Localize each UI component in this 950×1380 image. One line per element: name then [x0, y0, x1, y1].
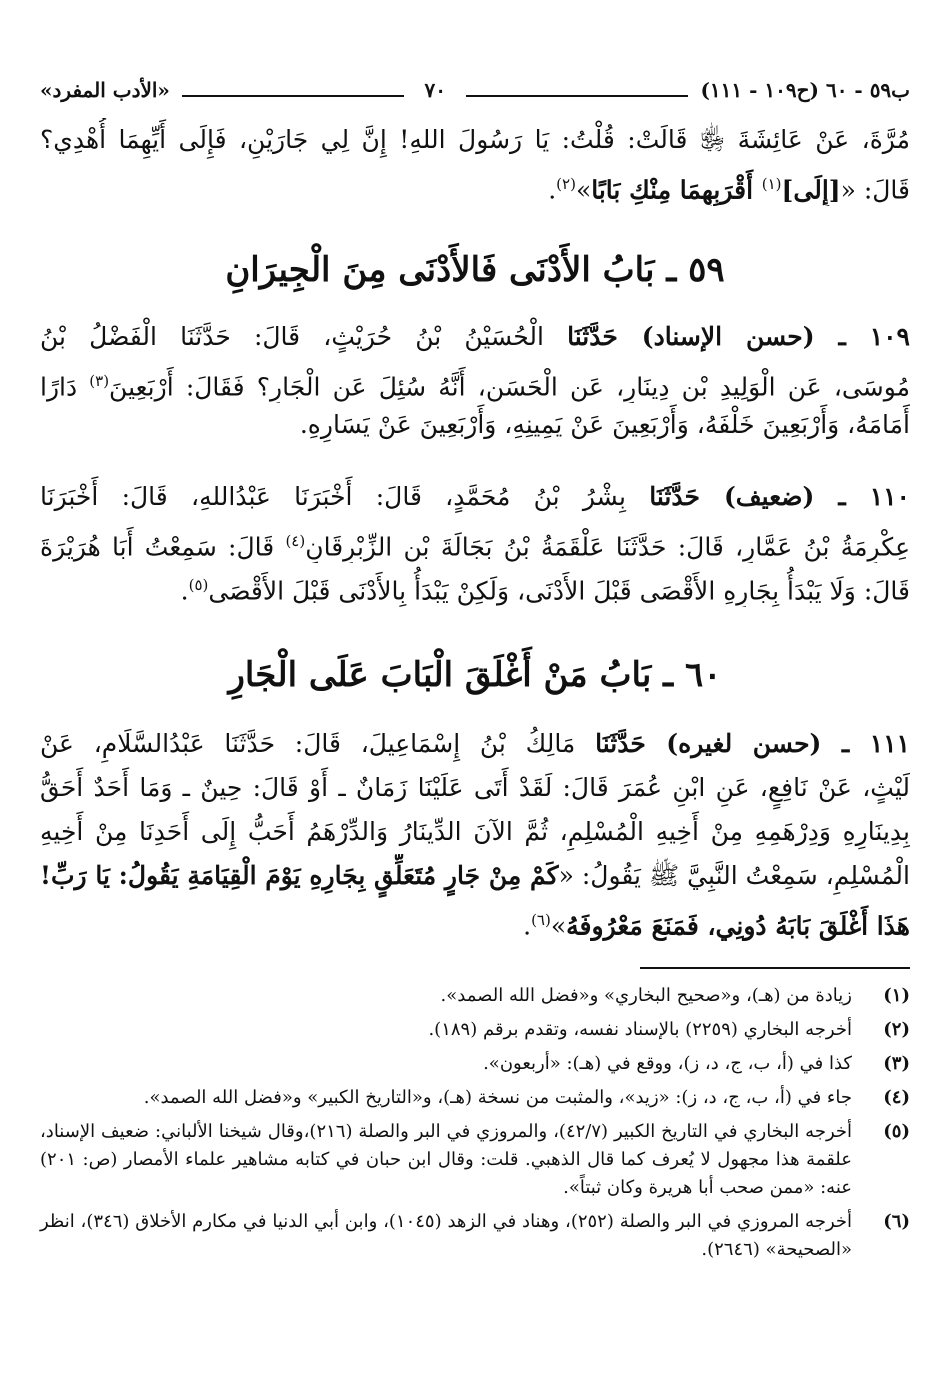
footnote-number: (٤)	[883, 1087, 910, 1108]
hadith-109-line-2: مُوسَى، عَنِ الْوَلِيدِ بْنِ دِينَارٍ، عَنِ الْحَسَنِ، أَنَّهُ سُئِلَ عَنِ الْجَارِ؟ فَقَالَ: أَرْبَعِينَ$^{(٣)}$ دَارًا	[40, 372, 910, 402]
footnote-separator	[640, 967, 910, 969]
chapter-60-heading: ٦٠ ـ بَابُ مَنْ أَغْلَقَ الْبَابَ عَلَى الْجَارِ	[228, 655, 722, 695]
hadith-111	[40, 722, 910, 942]
chapter-reference: ب٥٩ - ٦٠ (ح١٠٩ - ١١١)	[700, 78, 910, 102]
footnote-text: كذا في (أ، ب، ج، د، ز)، ووقع في (هـ): «أربعون».	[483, 1053, 852, 1074]
hadith-111-line-4: الْمُسْلِمِ، سَمِعْتُ النَّبِيَّ ﷺ يَقُولُ: «كَمْ مِنْ جَارٍ مُتَعَلِّقٍ بِجَارِهِ يَوْمَ الْقِيَامَةِ يَقُولُ: يَا رَبِّ!	[40, 861, 910, 890]
footnote-6	[40, 1208, 910, 1264]
book-title: «الأدب المفرد»	[40, 78, 170, 102]
footnote-text: أخرجه البخاري (٢٢٥٩) بالإسناد نفسه، وتقدم برقم (١٨٩).	[428, 1019, 852, 1040]
footnote-number: (١)	[883, 985, 910, 1006]
footnote-number: (٥)	[883, 1121, 910, 1142]
hadith-110	[40, 475, 910, 607]
prophetic-saying-111-part-2: هَذَا أَغْلَقَ بَابَهُ دُونِي، فَمَنَعَ مَعْرُوفَهُ	[566, 911, 910, 941]
header-rule-left	[182, 95, 405, 97]
footnote-1	[40, 982, 910, 1010]
footnote-ref-1: (١)	[761, 175, 782, 193]
footnote-number: (٣)	[883, 1053, 910, 1074]
footnote-4	[40, 1084, 910, 1112]
prophetic-saying-111-part-1: كَمْ مِنْ جَارٍ مُتَعَلِّقٍ بِجَارِهِ يَوْمَ الْقِيَامَةِ يَقُولُ: يَا رَبِّ!	[40, 861, 559, 890]
hadith-110-line-1: ١١٠ ـ (ضعيف) حَدَّثَنَا بِشْرُ بْنُ مُحَمَّدٍ، قَالَ: أَخْبَرَنَا عَبْدُاللهِ، قَالَ: أَخْبَرَنَا	[40, 482, 910, 511]
footnote-2	[40, 1016, 910, 1044]
intro-line-1: مُرَّةَ، عَنْ عَائِشَةَ ﵂ قَالَتْ: قُلْتُ: يَا رَسُولَ اللهِ! إِنَّ لِي جَارَيْنِ، فَإِلَى أَيِّهِمَا أُهْدِي؟	[40, 125, 910, 154]
page-number: ٧٠	[424, 78, 446, 102]
intro-line-2: قَالَ: «[إِلَى]$^{(١)}$ أَقْرَبِهِمَا مِنْكِ بَابًا»$^{(٢)}$.	[548, 175, 910, 205]
hadith-111-line-3: بِدِينَارِهِ وَدِرْهَمِهِ مِنْ أَخِيهِ الْمُسْلِمِ، ثُمَّ الآنَ الدِّينَارُ وَالدِّرْهَمُ أَحَبُّ إِلَى أَحَدِنَا مِنْ أَخِيهِ	[40, 817, 910, 846]
hadith-111-line-2: لَيْثٍ، عَنْ نَافِعٍ، عَنِ ابْنِ عُمَرَ قَالَ: لَقَدْ أَتَى عَلَيْنَا زَمَانٌ ـ أَوْ قَالَ: حِينٌ ـ وَمَا أَحَدٌ أَحَقُّ	[40, 773, 910, 802]
footnote-5	[40, 1118, 910, 1202]
footnote-number: (٦)	[883, 1211, 910, 1232]
hadith-110-line-2: عِكْرِمَةُ بْنُ عَمَّارٍ، قَالَ: حَدَّثَنَا عَلْقَمَةُ بْنُ بَجَالَةَ بْنِ الزِّبْرِقَانِ$^{(٤)}$ قَالَ: سَمِعْتُ أَبَا هُرَيْرَةَ	[40, 532, 910, 562]
hadith-109-line-3: أَمَامَهُ، وَأَرْبَعِينَ خَلْفَهُ، وَأَرْبَعِينَ عَنْ يَمِينِهِ، وَأَرْبَعِينَ عَنْ يَسَارِهِ.	[299, 410, 910, 439]
hadith-110-line-3: قَالَ: وَلَا يَبْدَأُ بِجَارِهِ الأَقْصَى قَبْلَ الأَدْنَى، وَلَكِنْ يَبْدَأُ بِالأَدْنَى قَبْلَ الأَقْصَى$^{(٥)}$.	[180, 576, 910, 606]
footnote-number: (٢)	[883, 1019, 910, 1040]
running-header	[40, 72, 910, 108]
footnote-ref-6: (٦)	[531, 911, 551, 929]
footnote-ref-5: (٥)	[188, 576, 209, 594]
footnote-text: أخرجه البخاري في التاريخ الكبير (٤٢/٧)، والمروزي في البر والصلة (٢١٦)،وقال شيخنا الألباني: ضعيف الإسناد، علقمة هذا مجهول لا يُعرف كما قال الذهبي. قلت: وقال ابن حبان في كتابه مشاهير علماء الأمصار (ص: ٢٠١) عنه: «ممن صحب أبا هريرة وكان ثبتاً».	[40, 1121, 853, 1198]
footnote-ref-3: (٣)	[89, 372, 110, 390]
footnote-text: أخرجه المروزي في البر والصلة (٢٥٢)، وهناد في الزهد (١٠٤٥)، وابن أبي الدنيا في مكارم الأخلاق (٣٤٦)، انظر «الصحيحة» (٢٦٤٦).	[40, 1211, 853, 1260]
footnotes	[40, 982, 910, 1270]
hadith-111-line-5: هَذَا أَغْلَقَ بَابَهُ دُونِي، فَمَنَعَ مَعْرُوفَهُ»$^{(٦)}$.	[523, 911, 910, 941]
bracketed-addition: [إِلَى]	[781, 175, 841, 205]
footnote-ref-2: (٢)	[556, 175, 576, 193]
footnote-text: جاء في (أ، ب، ج، د، ز): «زيد»، والمثبت من نسخة (هـ)، و«التاريخ الكبير» و«فضل الله الصمد».	[143, 1087, 852, 1108]
footnote-3	[40, 1050, 910, 1078]
hadith-111-line-1: ١١١ ـ (حسن لغيره) حَدَّثَنَا مَالِكُ بْنُ إِسْمَاعِيلَ، قَالَ: حَدَّثَنَا عَبْدُالسَّلَامِ، عَنْ	[40, 729, 910, 758]
intro-paragraph	[40, 118, 910, 206]
footnote-ref-4: (٤)	[285, 532, 306, 550]
header-rule-right	[466, 95, 689, 97]
chapter-59-heading: ٥٩ ـ بَابُ الأَدْنَى فَالأَدْنَى مِنَ الْجِيرَانِ	[225, 250, 725, 290]
prophetic-saying: أَقْرَبِهِمَا مِنْكِ بَابًا	[591, 175, 762, 205]
footnote-text: زيادة من (هـ)، و«صحيح البخاري» و«فضل الله الصمد».	[440, 985, 852, 1006]
hadith-109-line-1: ١٠٩ ـ (حسن الإسناد) حَدَّثَنَا الْحُسَيْنُ بْنُ حُرَيْثٍ، قَالَ: حَدَّثَنَا الْفَضْلُ بْنُ	[40, 322, 910, 351]
hadith-109	[40, 315, 910, 447]
